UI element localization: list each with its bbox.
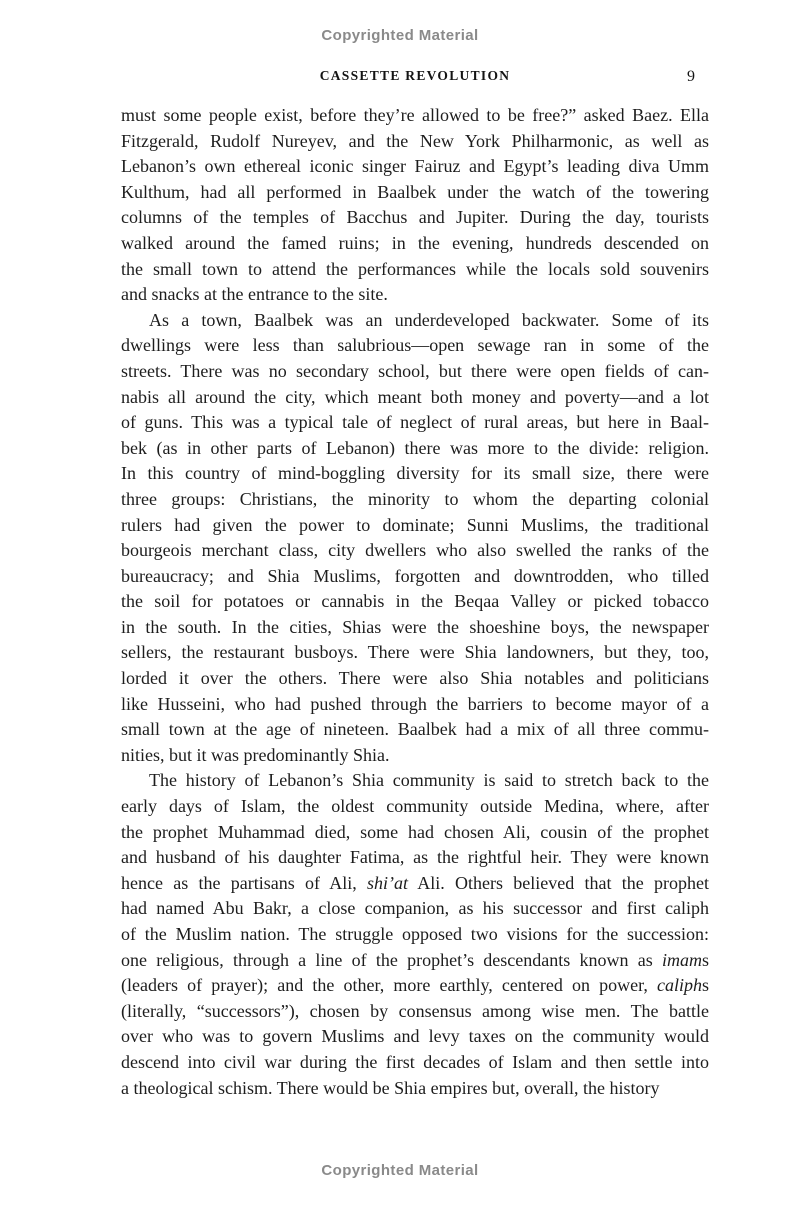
- text-segment: over who was to govern Muslims and levy taxes on the community would: [121, 1026, 709, 1047]
- text-segment: Ali. Others believed that the prophet: [408, 872, 709, 893]
- text-segment: Fitzgerald, Rudolf Nureyev, and the New York Philharmonic, as well as: [121, 130, 709, 151]
- text-line: [121, 385, 709, 411]
- text-segment: must some people exist, before they’re allowed to be free?” asked Baez. Ella: [121, 105, 709, 125]
- text-line: [121, 922, 709, 948]
- text-segment: descend into civil war during the first decades of Islam and then settle into: [121, 1051, 709, 1072]
- copyright-notice-bottom: Copyrighted Material: [321, 1162, 479, 1179]
- text-line: [121, 538, 709, 564]
- text-line: [121, 436, 709, 462]
- text-line: [121, 666, 709, 692]
- page-number: 9: [687, 68, 695, 85]
- text-segment: nities, but it was predominantly Shia.: [121, 744, 390, 765]
- text-line: [121, 333, 709, 359]
- text-line: [121, 282, 709, 308]
- text-line: [121, 999, 709, 1025]
- text-line: [121, 410, 709, 436]
- text-segment: bureaucracy; and Shia Muslims, forgotten and downtrodden, who tilled: [121, 565, 709, 586]
- text-segment: s: [701, 975, 709, 996]
- text-segment: As a town, Baalbek was an underdeveloped backwater. Some of its: [149, 309, 709, 330]
- text-segment: three groups: Christians, the minority to whom the departing colonial: [121, 488, 709, 509]
- text-line: [121, 359, 709, 385]
- text-line: [121, 948, 709, 974]
- text-segment: bek (as in other parts of Lebanon) there was more to the divide: religion.: [121, 437, 709, 458]
- text-segment: one religious, through a line of the prophet’s descendants known as: [121, 949, 662, 970]
- italic-text: imam: [661, 949, 702, 970]
- text-line: [121, 231, 709, 257]
- text-segment: the small town to attend the performances while the locals sold souvenirs: [121, 258, 709, 279]
- text-segment: s: [701, 949, 709, 970]
- text-line: [121, 1050, 709, 1076]
- text-segment: lorded it over the others. There were also Shia notables and politicians: [121, 668, 709, 689]
- text-line: [121, 129, 709, 155]
- text-segment: streets. There was no secondary school, but there were open fields of can-: [121, 360, 709, 381]
- text-segment: sellers, the restaurant busboys. There were Shia landowners, but they, too,: [121, 642, 709, 663]
- text-segment: in the south. In the cities, Shias were the shoeshine boys, the newspaper: [121, 616, 709, 637]
- text-line: [121, 487, 709, 513]
- italic-text: shi’at: [367, 872, 409, 893]
- text-segment: and snacks at the entrance to the site.: [121, 284, 388, 305]
- text-line: [121, 103, 709, 129]
- text-segment: rulers had given the power to dominate; Sunni Muslims, the traditional: [121, 514, 709, 535]
- text-line: [121, 1024, 709, 1050]
- italic-text: caliph: [656, 975, 702, 996]
- text-segment: The history of Lebanon’s Shia community is said to stretch back to the: [149, 770, 709, 791]
- text-line: [121, 717, 709, 743]
- text-line: [121, 180, 709, 206]
- text-line: [121, 308, 709, 334]
- text-line: [121, 768, 709, 794]
- text-segment: the soil for potatoes or cannabis in the Beqaa Valley or picked tobacco: [121, 591, 709, 612]
- text-segment: columns of the temples of Bacchus and Jupiter. During the day, tourists: [121, 207, 709, 228]
- running-header: [121, 68, 709, 86]
- text-line: [121, 871, 709, 897]
- text-line: [121, 896, 709, 922]
- text-line: [121, 461, 709, 487]
- text-segment: early days of Islam, the oldest community outside Medina, where, after: [121, 796, 709, 817]
- text-line: [121, 615, 709, 641]
- text-line: [121, 1076, 709, 1102]
- text-line: [121, 154, 709, 180]
- text-line: [121, 564, 709, 590]
- text-line: [121, 589, 709, 615]
- text-segment: hence as the partisans of Ali,: [121, 872, 367, 893]
- text-line: [121, 205, 709, 231]
- text-segment: walked around the famed ruins; in the evening, hundreds descended on: [121, 232, 709, 253]
- text-segment: bourgeois merchant class, city dwellers who also swelled the ranks of the: [121, 540, 709, 561]
- text-segment: had named Abu Bakr, a close companion, as his successor and first caliph: [121, 898, 709, 919]
- chapter-title: CASSETTE REVOLUTION: [319, 68, 511, 83]
- copyright-notice-top: Copyrighted Material: [321, 27, 479, 44]
- text-segment: Kulthum, had all performed in Baalbek under the watch of the towering: [121, 181, 709, 202]
- text-line: [121, 692, 709, 718]
- text-segment: like Husseini, who had pushed through the barriers to become mayor of a: [121, 693, 709, 714]
- text-line: [121, 640, 709, 666]
- text-line: [121, 257, 709, 283]
- text-segment: and husband of his daughter Fatima, as the rightful heir. They were known: [121, 847, 709, 868]
- text-segment: (literally, “successors”), chosen by consensus among wise men. The battle: [121, 1000, 709, 1021]
- text-segment: In this country of mind-boggling diversity for its small size, there were: [121, 463, 709, 484]
- text-line: [121, 513, 709, 539]
- text-segment: a theological schism. There would be Shia empires but, overall, the history: [121, 1077, 660, 1098]
- page-body: [121, 103, 709, 1101]
- text-segment: small town at the age of nineteen. Baalbek had a mix of all three commu-: [121, 719, 709, 740]
- text-segment: (leaders of prayer); and the other, more earthly, centered on power,: [121, 975, 657, 996]
- text-segment: nabis all around the city, which meant both money and poverty—and a lot: [121, 386, 709, 407]
- text-segment: of guns. This was a typical tale of neglect of rural areas, but here in Baal-: [121, 412, 709, 433]
- text-line: [121, 973, 709, 999]
- text-segment: dwellings were less than salubrious—open sewage ran in some of the: [121, 335, 709, 356]
- text-segment: of the Muslim nation. The struggle opposed two visions for the succession:: [121, 924, 709, 944]
- text-segment: the prophet Muhammad died, some had chosen Ali, cousin of the prophet: [121, 821, 709, 842]
- text-line: [121, 820, 709, 846]
- text-line: [121, 794, 709, 820]
- text-line: [121, 743, 709, 769]
- text-segment: Lebanon’s own ethereal iconic singer Fairuz and Egypt’s leading diva Umm: [121, 156, 709, 177]
- text-line: [121, 845, 709, 871]
